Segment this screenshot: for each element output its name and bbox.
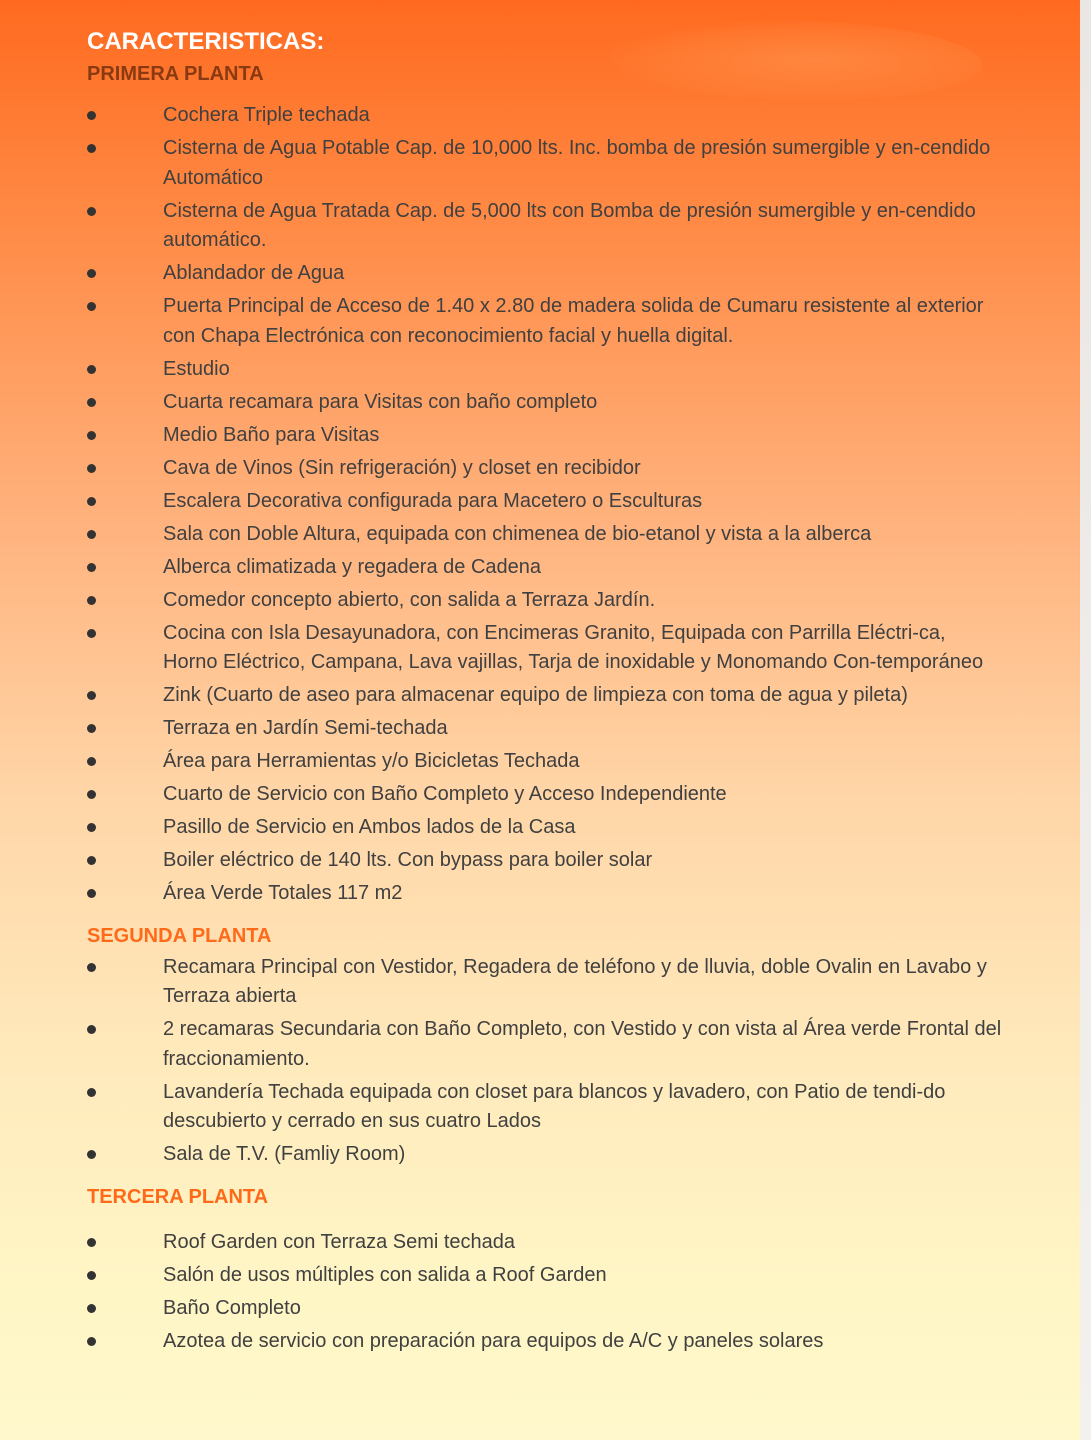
list-item-text: 2 recamaras Secundaria con Baño Completo, con Vestido y con vista al Área verde Frontal del fraccionamiento. [163,1018,1002,1070]
list-item-text: Cuarto de Servicio con Baño Completo y Acceso Independiente [163,783,727,805]
list-item-text: Cisterna de Agua Potable Cap. de 10,000 lts. Inc. bomba de presión sumergible y en-cendido Automático [163,137,991,189]
list-item [87,1015,1002,1074]
bullet-icon [87,398,96,407]
list-item-text: Comedor concepto abierto, con salida a Terraza Jardín. [163,588,656,611]
list-item-text: Boiler eléctrico de 140 lts. Con bypass para boiler solar [163,849,653,871]
document-content [87,27,1002,1360]
list-item-text: Lavandería Techada equipada con closet para blancos y lavadero, con Patio de tendi-do descubierto y cerrado en sus cuatro Lados [163,1080,946,1132]
bullet-icon [87,596,96,605]
section-heading-tercera-planta: TERCERA PLANTA [87,1185,269,1208]
list-item-text: Zink (Cuarto de aseo para almacenar equipo de limpieza con toma de agua y pileta) [163,684,908,706]
list-item-text: Terraza en Jardín Semi-techada [163,717,448,739]
bullet-icon [87,757,96,766]
list-item [87,619,1002,678]
primera-planta-list [87,101,1002,909]
list-item-text: Salón de usos múltiples con salida a Roof Garden [163,1263,607,1286]
list-item-text: Área Verde Totales 117 m2 [163,882,403,904]
list-item-text: Pasillo de Servicio en Ambos lados de la Casa [163,816,576,838]
list-item [87,1294,1002,1324]
list-item [87,355,1002,385]
bullet-icon [87,856,96,865]
bullet-icon [87,1088,96,1097]
bullet-icon [87,497,96,506]
bullet-icon [87,1025,96,1034]
list-item [87,553,1002,583]
list-item [87,520,1002,550]
bullet-icon [87,889,96,898]
bullet-icon [87,629,96,638]
list-item [87,846,1002,876]
page-title: CARACTERISTICAS: [87,28,325,55]
list-item [87,1140,1002,1170]
list-item-text: Área para Herramientas y/o Bicicletas Techada [163,750,580,772]
list-item [87,747,1002,777]
bullet-icon [87,691,96,700]
list-item-text: Estudio [163,357,230,380]
list-item [87,586,1002,616]
list-item-text: Alberca climatizada y regadera de Cadena [163,555,541,578]
list-item [87,421,1002,451]
bullet-icon [87,1337,96,1346]
list-item [87,714,1002,744]
bullet-icon [87,1150,96,1159]
list-item [87,1078,1002,1137]
bullet-icon [87,207,96,216]
list-item [87,1228,1002,1258]
list-item [87,487,1002,517]
list-item [87,681,1002,711]
list-item-text: Cisterna de Agua Tratada Cap. de 5,000 lts con Bomba de presión sumergible y en-cendido automático. [163,199,976,251]
list-item [87,101,1002,131]
list-item-text: Cocina con Isla Desayunadora, con Encimeras Granito, Equipada con Parrilla Eléctri-ca, Horno Eléctrico, Campana, Lava vajillas, Tarja de inoxidable y Monomando Con-temporáneo [163,621,984,673]
list-item [87,197,1002,256]
list-item-text: Cuarta recamara para Visitas con baño completo [163,390,598,413]
list-item-text: Sala con Doble Altura, equipada con chimenea de bio-etanol y vista a la alberca [163,522,872,545]
bullet-icon [87,365,96,374]
list-item [87,1261,1002,1291]
bullet-icon [87,269,96,278]
tercera-planta-list [87,1228,1002,1357]
list-item [87,813,1002,843]
bullet-icon [87,823,96,832]
bullet-icon [87,724,96,733]
list-item [87,1327,1002,1357]
bullet-icon [87,144,96,153]
list-item [87,879,1002,909]
bullet-icon [87,563,96,572]
bullet-icon [87,530,96,539]
list-item-text: Escalera Decorativa configurada para Macetero o Esculturas [163,489,703,512]
list-item-text: Roof Garden con Terraza Semi techada [163,1230,516,1253]
list-item-text: Sala de T.V. (Famliy Room) [163,1143,406,1165]
bullet-icon [87,431,96,440]
list-item [87,292,1002,351]
bullet-icon [87,790,96,799]
list-item-text: Puerta Principal de Acceso de 1.40 x 2.80 de madera solida de Cumaru resistente al exterior con Chapa Electrónica con reconocimiento facial y huella digital. [163,295,984,347]
list-item [87,953,1002,1012]
list-item [87,134,1002,193]
list-item [87,259,1002,289]
list-item-text: Baño Completo [163,1296,301,1319]
bullet-icon [87,302,96,311]
list-item [87,780,1002,810]
list-item-text: Medio Baño para Visitas [163,423,380,446]
list-item-text: Cava de Vinos (Sin refrigeración) y closet en recibidor [163,456,641,479]
section-heading-segunda-planta: SEGUNDA PLANTA [87,924,272,947]
list-item-text: Ablandador de Agua [163,262,345,284]
bullet-icon [87,464,96,473]
bullet-icon [87,1271,96,1280]
bullet-icon [87,963,96,972]
list-item-text: Azotea de servicio con preparación para equipos de A/C y paneles solares [163,1329,824,1352]
bullet-icon [87,1304,96,1313]
page-edge [1080,0,1091,1440]
list-item-text: Cochera Triple techada [163,104,370,126]
segunda-planta-list [87,953,1002,1170]
bullet-icon [87,111,96,120]
section-heading-primera-planta: PRIMERA PLANTA [87,63,264,85]
list-item [87,388,1002,418]
list-item-text: Recamara Principal con Vestidor, Regadera de teléfono y de lluvia, doble Ovalin en Lavabo y Terraza abierta [163,955,987,1007]
list-item [87,454,1002,484]
bullet-icon [87,1238,96,1247]
